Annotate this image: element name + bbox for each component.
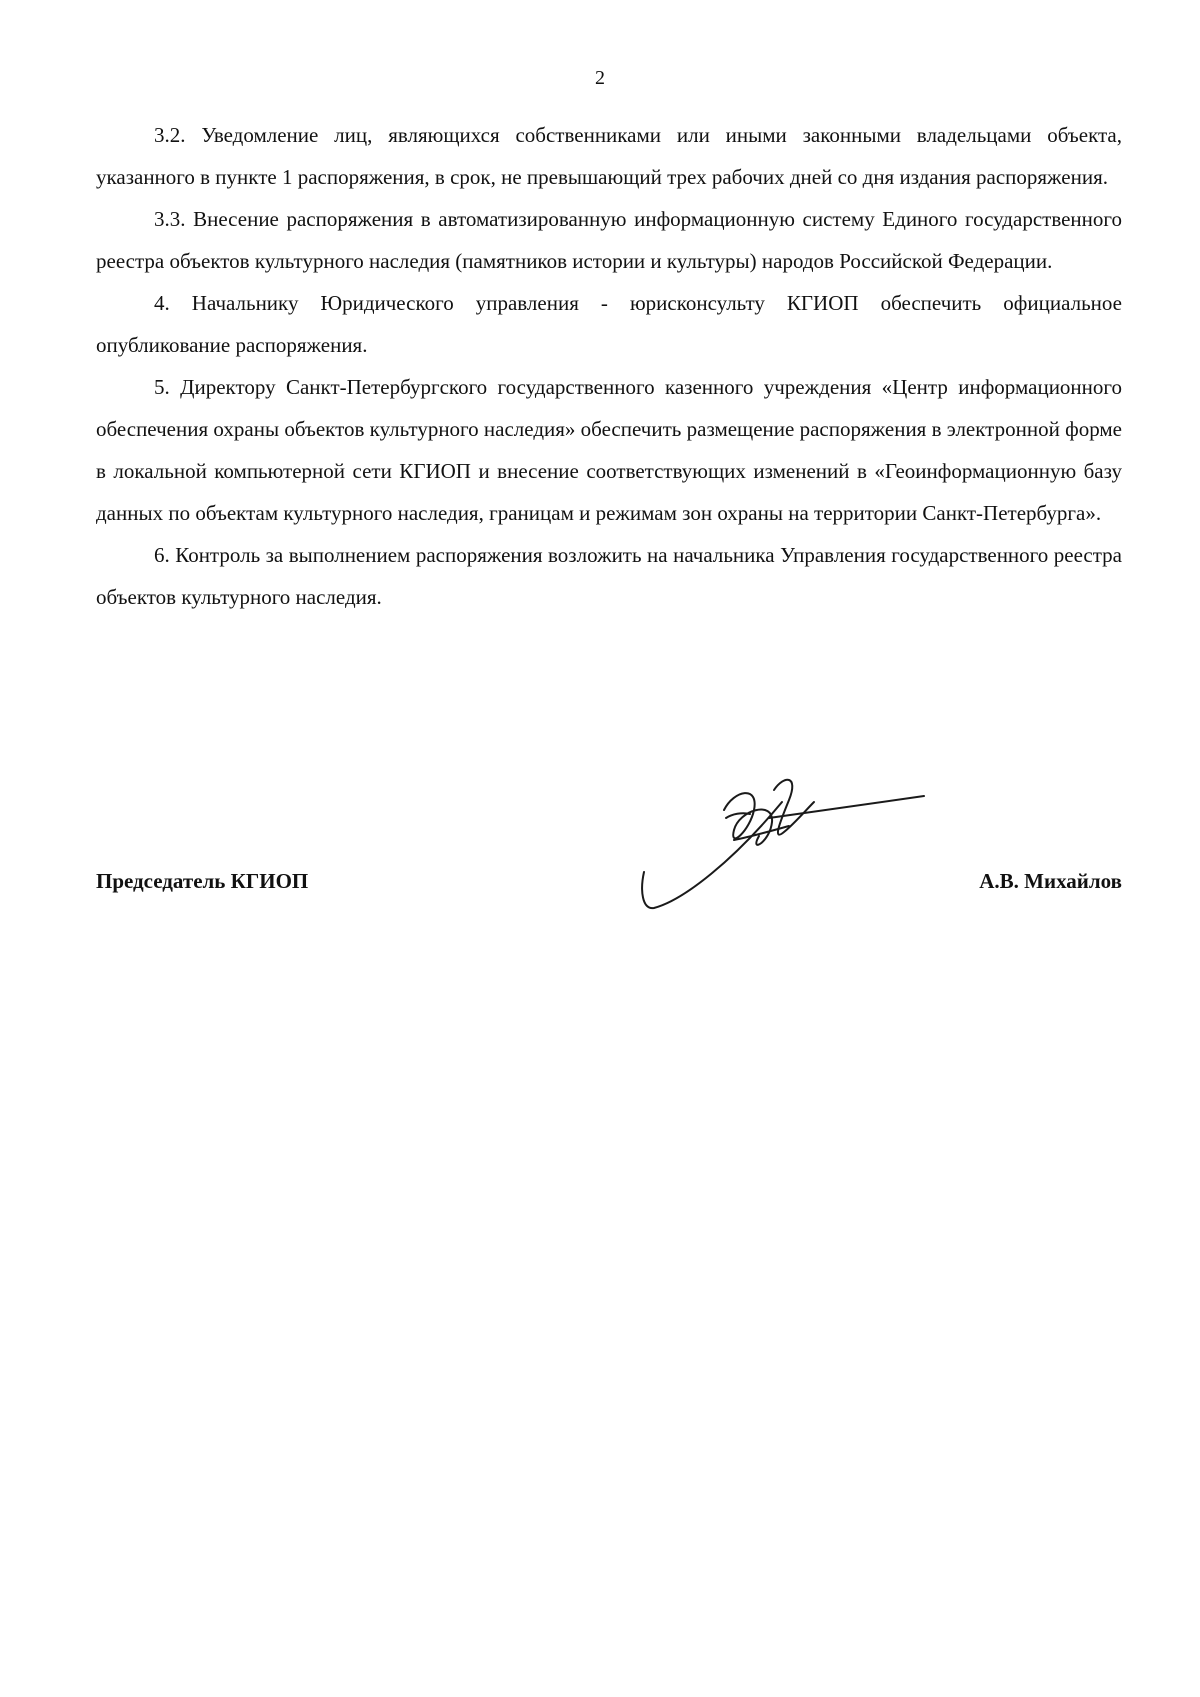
signatory-name: А.В. Михайлов (979, 869, 1122, 893)
paragraph-3-3: 3.3. Внесение распоряжения в автоматизированную информационную систему Единого государственного реестра объектов культурного наследия (памятников истории и культуры) народов Российской Федерации. (96, 207, 1122, 273)
paragraph-5: 5. Директору Санкт-Петербургского государственного казенного учреждения «Центр информационного обеспечения охраны объектов культурного наследия» обеспечить размещение распоряжения в электронной форме в локальной компьютерной сети КГИОП и внесение соответствующих изменений в «Геоинформационную базу данных по объектам культурного наследия, границам и режимам зон охраны на территории Санкт-Петербурга». (96, 375, 1122, 525)
handwritten-signature (584, 770, 934, 930)
signature-block (96, 770, 1122, 930)
document-body (96, 114, 1122, 618)
paragraph-4: 4. Начальнику Юридического управления - юрисконсульту КГИОП обеспечить официальное опубликование распоряжения. (96, 291, 1122, 357)
paragraph-6: 6. Контроль за выполнением распоряжения возложить на начальника Управления государственного реестра объектов культурного наследия. (96, 543, 1122, 609)
signatory-title: Председатель КГИОП (96, 869, 309, 893)
page-number: 2 (595, 67, 605, 89)
paragraph-3-2: 3.2. Уведомление лиц, являющихся собственниками или иными законными владельцами объекта, указанного в пункте 1 распоряжения, в срок, не превышающий трех рабочих дней со дня издания распоряжения. (96, 123, 1122, 189)
